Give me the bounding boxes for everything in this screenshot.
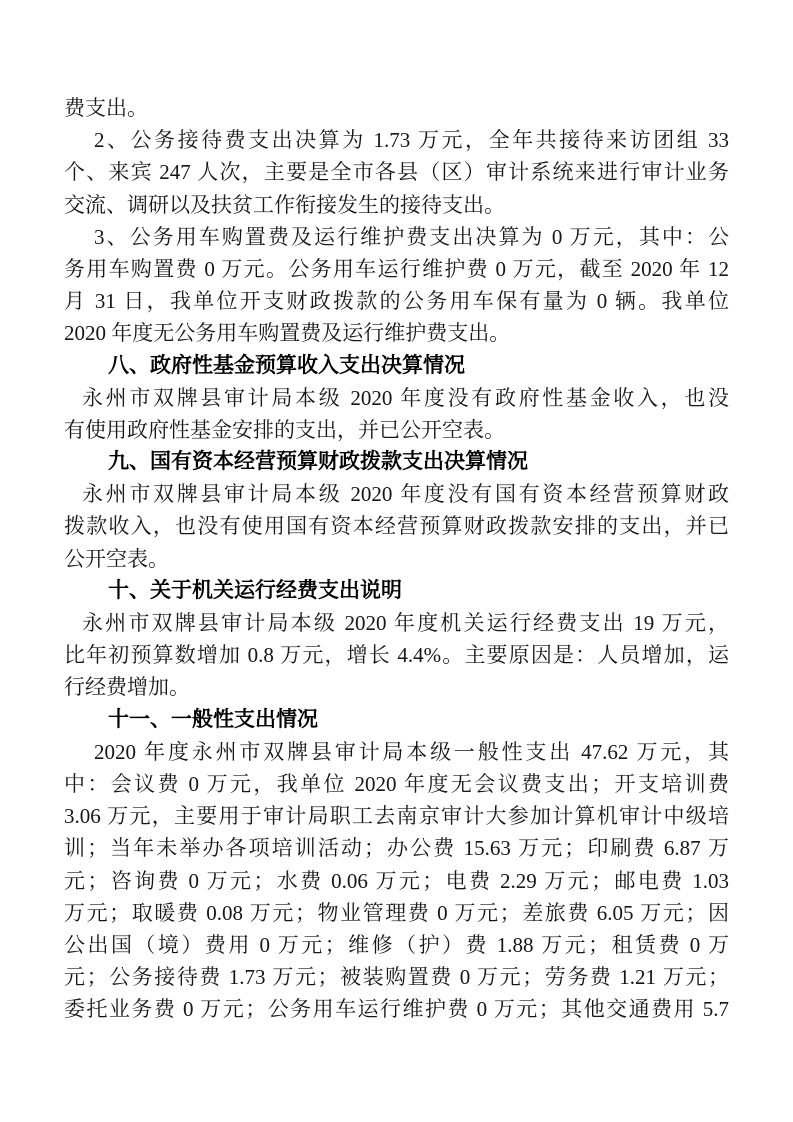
section-heading: 十、关于机关运行经费支出说明 xyxy=(108,578,402,602)
text-line: 比年初预算数增加 0.8 万元，增长 4.4%。主要原因是：人员增加，运 xyxy=(64,643,729,668)
text-line: 行经费增加。 xyxy=(64,675,190,700)
text-line: 公开空表。 xyxy=(64,546,169,571)
text-line: 务用车购置费 0 万元。公务用车运行维护费 0 万元，截至 2020 年 12 xyxy=(64,256,729,281)
text-line: 元；咨询费 0 万元；水费 0.06 万元；电费 2.29 万元；邮电费 1.03 xyxy=(64,868,729,893)
text-line: 训；当年未举办各项培训活动；办公费 15.63 万元；印刷费 6.87 万 xyxy=(64,836,729,861)
text-line: 交流、调研以及扶贫工作衔接发生的接待支出。 xyxy=(64,192,505,217)
text-line: 元；公务接待费 1.73 万元；被装购置费 0 万元；劳务费 1.21 万元； xyxy=(64,965,729,990)
section-heading: 九、国有资本经营预算财政拨款支出决算情况 xyxy=(108,450,528,474)
text-line: 中：会议费 0 万元，我单位 2020 年度无会议费支出；开支培训费 xyxy=(64,771,729,796)
text-line: 永州市双牌县审计局本级 2020 年度没有政府性基金收入，也没 xyxy=(82,385,729,410)
text-line: 2、公务接待费支出决算为 1.73 万元，全年共接待来访团组 33 xyxy=(94,128,729,153)
text-line: 拨款收入，也没有使用国有资本经营预算财政拨款安排的支出，并已 xyxy=(64,514,729,539)
text-line: 万元；取暖费 0.08 万元；物业管理费 0 万元；差旅费 6.05 万元；因 xyxy=(64,900,729,925)
text-line: 永州市双牌县审计局本级 2020 年度没有国有资本经营预算财政 xyxy=(82,482,729,507)
text-line: 永州市双牌县审计局本级 2020 年度机关运行经费支出 19 万元， xyxy=(82,611,729,635)
text-line: 2020 年度永州市双牌县审计局本级一般性支出 47.62 万元，其 xyxy=(94,739,729,764)
section-heading: 十一、一般性支出情况 xyxy=(108,707,318,731)
text-line: 公出国（境）费用 0 万元；维修（护）费 1.88 万元；租赁费 0 万 xyxy=(64,932,729,957)
section-heading: 八、政府性基金预算收入支出决算情况 xyxy=(108,353,465,377)
text-line: 有使用政府性基金安排的支出，并已公开空表。 xyxy=(64,417,505,442)
text-line: 个、来宾 247 人次，主要是全市各县（区）审计系统来进行审计业务 xyxy=(64,160,729,185)
text-line: 委托业务费 0 万元；公务用车运行维护费 0 万元；其他交通费用 5.7 xyxy=(64,997,729,1022)
text-line: 3、公务用车购置费及运行维护费支出决算为 0 万元，其中：公 xyxy=(94,224,729,249)
text-line: 月 31 日，我单位开支财政拨款的公务用车保有量为 0 辆。我单位 xyxy=(64,289,729,314)
text-line: 费支出。 xyxy=(64,96,148,120)
text-line: 3.06 万元，主要用于审计局职工去南京审计大参加计算机审计中级培 xyxy=(64,804,729,829)
text-line: 2020 年度无公务用车购置费及运行维护费支出。 xyxy=(64,321,511,346)
